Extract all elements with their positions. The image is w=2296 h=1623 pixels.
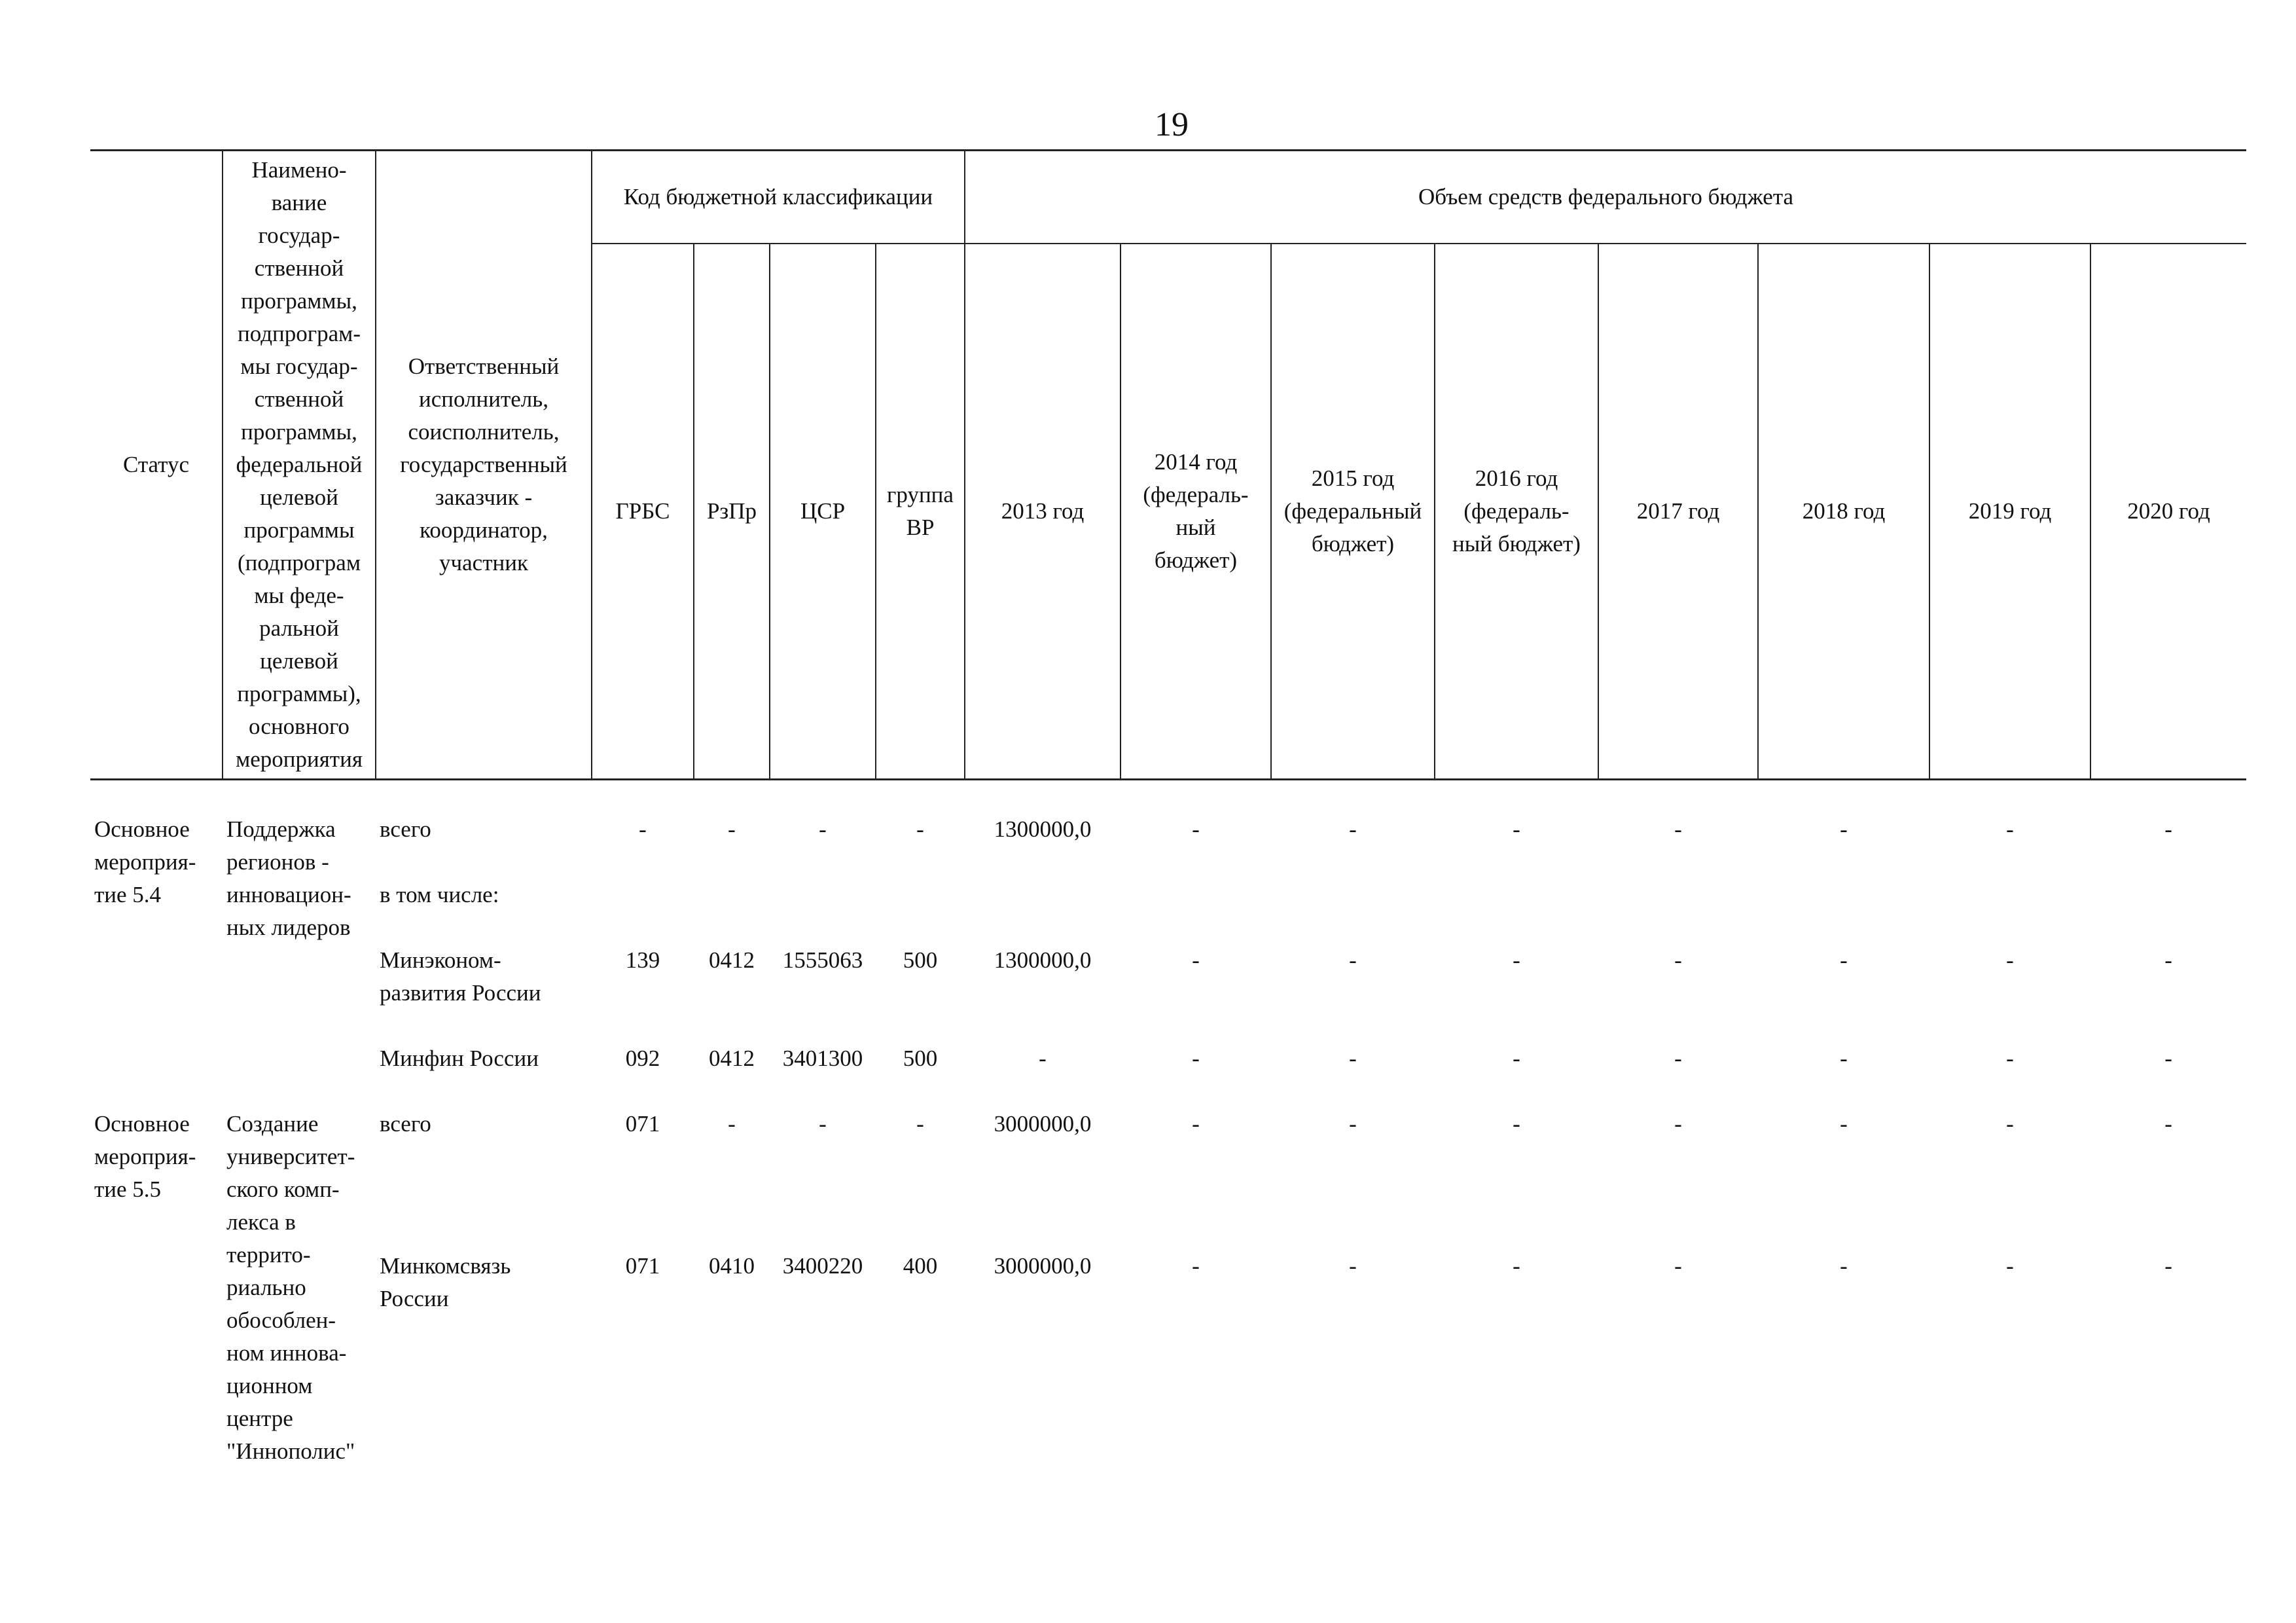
cell-2015: - bbox=[1349, 1111, 1357, 1137]
cell-2019: - bbox=[2006, 947, 2014, 973]
row-name: Создание университет- ского комп- лекса в террито- риально обособлен- ном иннова- ционном центре "Иннополис" bbox=[226, 1111, 355, 1464]
page-number: 19 bbox=[1155, 106, 1189, 143]
row-status: Основное мероприя- тие 5.5 bbox=[94, 1111, 196, 1202]
cell-2017: - bbox=[1674, 1252, 1682, 1279]
header-csr: ЦСР bbox=[770, 244, 876, 779]
cell-2018: - bbox=[1840, 1046, 1848, 1071]
table-row bbox=[90, 1042, 2246, 1075]
header-federal-volume: Объем средств федерального бюджета bbox=[965, 151, 2246, 244]
cell-responsible: всего bbox=[380, 816, 431, 842]
cell-csr: 1555063 bbox=[782, 947, 863, 973]
cell-grbs: 092 bbox=[625, 1046, 660, 1071]
cell-2015: - bbox=[1349, 947, 1357, 973]
table-row bbox=[90, 813, 2246, 846]
cell-2014: - bbox=[1192, 1046, 1200, 1071]
cell-2015: - bbox=[1349, 816, 1357, 842]
cell-2013: 3000000,0 bbox=[994, 1111, 1092, 1137]
cell-2018: - bbox=[1840, 816, 1848, 842]
cell-rzpr: 0410 bbox=[709, 1252, 755, 1279]
cell-rzpr: - bbox=[728, 816, 736, 842]
cell-2016: - bbox=[1513, 1046, 1520, 1071]
cell-csr: 3400220 bbox=[782, 1252, 863, 1279]
table-row bbox=[90, 1250, 2246, 1468]
cell-2013: 1300000,0 bbox=[994, 816, 1092, 842]
row-name: Поддержка регионов - инновацион- ных лидеров bbox=[226, 816, 351, 940]
cell-2019: - bbox=[2006, 1111, 2014, 1137]
cell-2020: - bbox=[2164, 1252, 2172, 1279]
cell-2014: - bbox=[1192, 1111, 1200, 1137]
cell-2017: - bbox=[1674, 947, 1682, 973]
cell-grbs: 071 bbox=[625, 1252, 660, 1279]
cell-2015: - bbox=[1349, 1046, 1357, 1071]
cell-2015: - bbox=[1349, 1252, 1357, 1279]
cell-2017: - bbox=[1674, 1111, 1682, 1137]
cell-2014: - bbox=[1192, 947, 1200, 973]
header-grbs: ГРБС bbox=[592, 244, 694, 779]
cell-2020: - bbox=[2164, 1046, 2172, 1071]
cell-responsible: Минэконом- развития России bbox=[380, 947, 541, 1006]
header-year-2013: 2013 год bbox=[965, 244, 1121, 779]
cell-2013: - bbox=[1039, 1046, 1047, 1071]
table-row bbox=[90, 944, 2246, 1010]
cell-responsible: в том числе: bbox=[380, 882, 499, 907]
header-year-2017: 2017 год bbox=[1598, 244, 1758, 779]
cell-responsible: Минфин России bbox=[380, 1046, 539, 1071]
table-row bbox=[90, 879, 2246, 911]
cell-csr: - bbox=[819, 816, 827, 842]
cell-2019: - bbox=[2006, 1046, 2014, 1071]
cell-vr: 400 bbox=[903, 1252, 938, 1279]
cell-2017: - bbox=[1674, 1046, 1682, 1071]
cell-2018: - bbox=[1840, 1111, 1848, 1137]
header-responsible: Ответственный исполнитель, соисполнитель, государственный заказчик - координатор, участник bbox=[376, 151, 592, 780]
header-name: Наимено- вание государ- ственной программы, подпрограм- мы государ- ственной программы, федеральной целевой программы (подпрограм мы феде- ральной целевой программы), основного мероприятия bbox=[223, 151, 376, 780]
cell-grbs: 071 bbox=[625, 1111, 660, 1137]
cell-2016: - bbox=[1513, 816, 1520, 842]
header-year-2016: 2016 год (федераль- ный бюджет) bbox=[1435, 244, 1598, 779]
header-year-2019: 2019 год bbox=[1929, 244, 2090, 779]
row-status: Основное мероприя- тие 5.4 bbox=[94, 816, 196, 907]
cell-2014: - bbox=[1192, 1252, 1200, 1279]
cell-2020: - bbox=[2164, 1111, 2172, 1137]
cell-2018: - bbox=[1840, 1252, 1848, 1279]
cell-2016: - bbox=[1513, 947, 1520, 973]
cell-responsible: Минкомсвязь России bbox=[380, 1252, 511, 1311]
header-budget-code: Код бюджетной классификации bbox=[592, 151, 965, 244]
header-year-2015: 2015 год (федеральный бюджет) bbox=[1271, 244, 1435, 779]
cell-rzpr: 0412 bbox=[709, 947, 755, 973]
budget-table bbox=[90, 149, 2246, 1468]
header-year-2020: 2020 год bbox=[2090, 244, 2246, 779]
header-year-2014: 2014 год (федераль- ный бюджет) bbox=[1121, 244, 1271, 779]
cell-grbs: - bbox=[639, 816, 647, 842]
cell-csr: 3401300 bbox=[782, 1046, 863, 1071]
cell-rzpr: - bbox=[728, 1111, 736, 1137]
cell-2020: - bbox=[2164, 816, 2172, 842]
header-year-2018: 2018 год bbox=[1758, 244, 1929, 779]
header-status: Статус bbox=[90, 151, 223, 780]
cell-grbs: 139 bbox=[625, 947, 660, 973]
cell-2014: - bbox=[1192, 816, 1200, 842]
cell-vr: - bbox=[916, 1111, 924, 1137]
table-body bbox=[90, 780, 2246, 1468]
cell-vr: 500 bbox=[903, 947, 938, 973]
cell-vr: 500 bbox=[903, 1046, 938, 1071]
cell-vr: - bbox=[916, 816, 924, 842]
cell-2013: 1300000,0 bbox=[994, 947, 1092, 973]
budget-table-sheet bbox=[90, 149, 2246, 1468]
cell-rzpr: 0412 bbox=[709, 1046, 755, 1071]
cell-csr: - bbox=[819, 1111, 827, 1137]
header-rzpr: РзПр bbox=[694, 244, 770, 779]
cell-2018: - bbox=[1840, 947, 1848, 973]
cell-2019: - bbox=[2006, 1252, 2014, 1279]
table-row bbox=[90, 1108, 2246, 1217]
cell-2019: - bbox=[2006, 816, 2014, 842]
cell-2013: 3000000,0 bbox=[994, 1252, 1092, 1279]
cell-2020: - bbox=[2164, 947, 2172, 973]
cell-2017: - bbox=[1674, 816, 1682, 842]
cell-responsible: всего bbox=[380, 1111, 431, 1137]
header-vr: группа ВР bbox=[876, 244, 965, 779]
cell-2016: - bbox=[1513, 1111, 1520, 1137]
cell-2016: - bbox=[1513, 1252, 1520, 1279]
